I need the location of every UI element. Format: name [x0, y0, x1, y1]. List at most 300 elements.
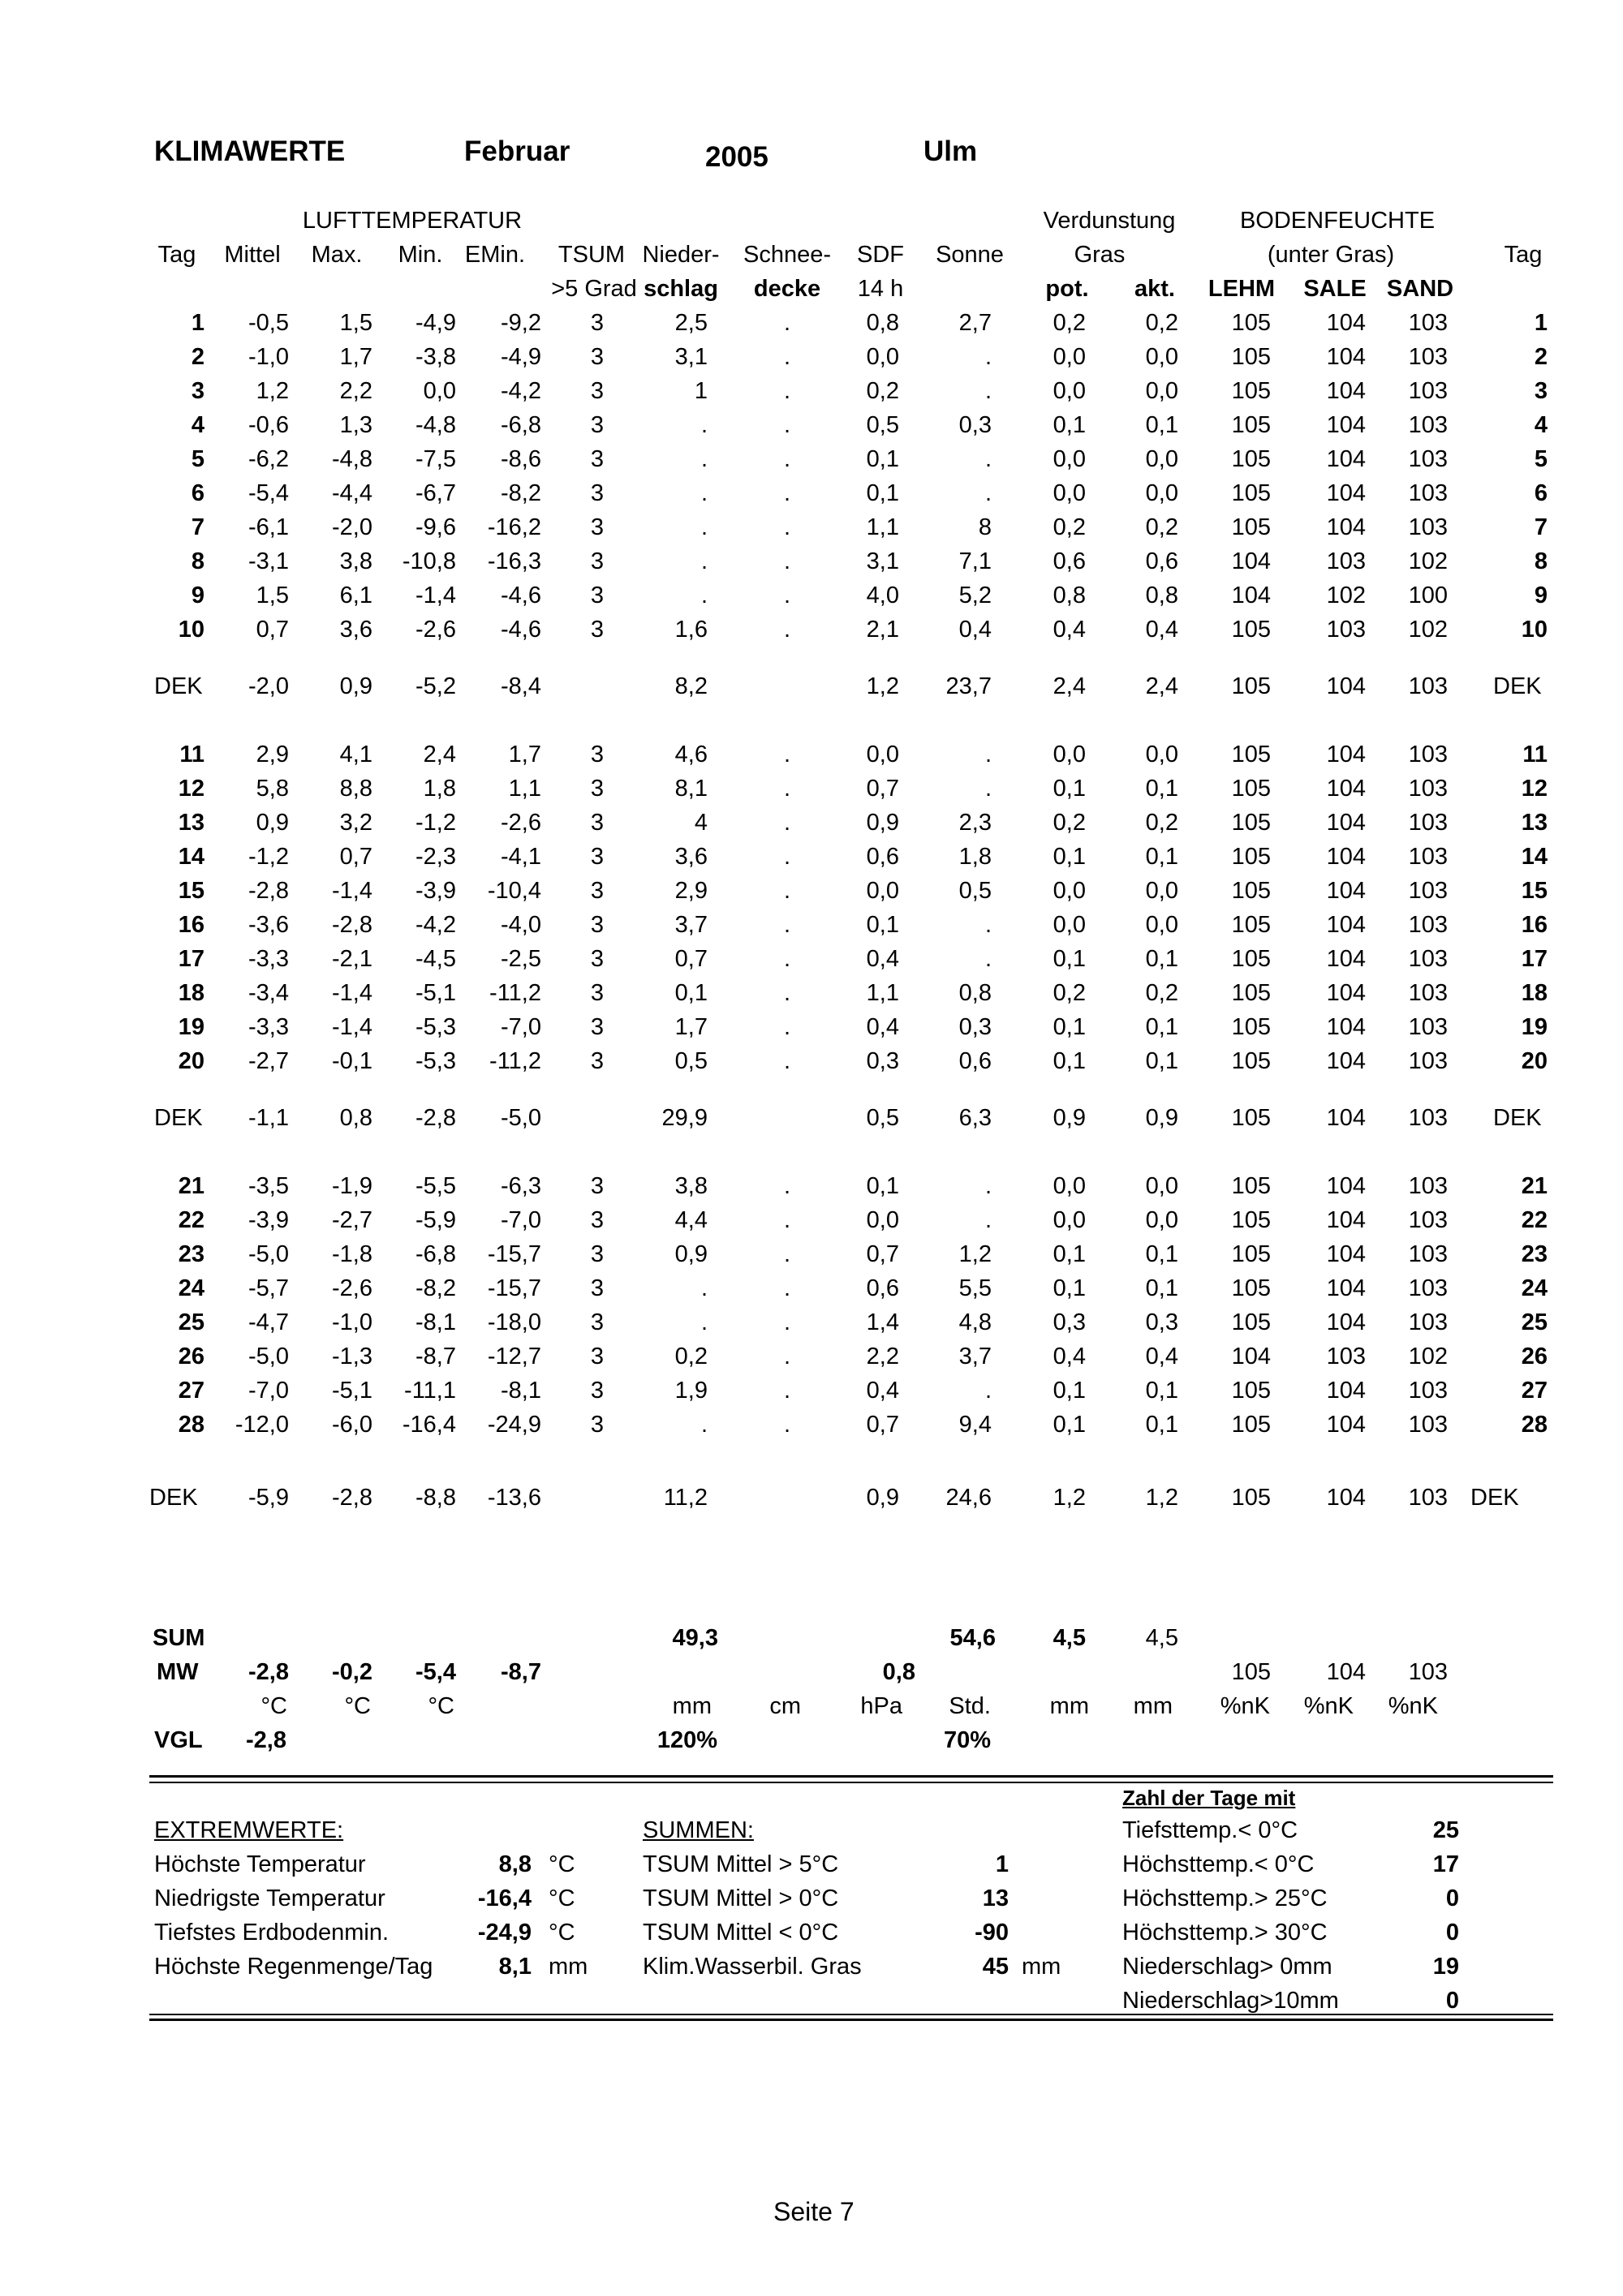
header-sand: SAND	[1386, 276, 1454, 302]
cell-akt: 0,0	[1145, 378, 1178, 404]
cell-tag-right: 14	[1521, 844, 1548, 870]
cell-max: -1,4	[332, 1014, 372, 1040]
cell-schnee: .	[783, 412, 791, 438]
cell-tsum: 3	[590, 378, 605, 404]
cell-sand: 100	[1408, 583, 1448, 608]
cell-max: -2,8	[332, 912, 372, 938]
header-pot: pot.	[1045, 276, 1089, 302]
cell-min: -10,8	[402, 548, 456, 574]
cell-sonne: 24,6	[945, 1485, 992, 1511]
cell-tag-right: 9	[1534, 583, 1548, 608]
cell-sale: 104	[1326, 480, 1366, 506]
cell-nieder: .	[700, 583, 708, 608]
cell-max: 6,1	[339, 583, 372, 608]
cell-tag: 20	[178, 1048, 204, 1074]
cell-sonne: 9,4	[958, 1412, 992, 1438]
cell-lehm: 105	[1231, 1378, 1271, 1404]
cell-pot: 0,1	[1053, 1048, 1086, 1074]
cell-emin: -24,9	[487, 1412, 541, 1438]
cell-max: -1,8	[332, 1241, 372, 1267]
cell-mittel: 0,9	[256, 810, 289, 836]
cell-tag-right: 5	[1534, 446, 1548, 472]
cell-akt: 0,1	[1145, 1275, 1178, 1301]
cell-mittel: 1,5	[256, 583, 289, 608]
cell-nieder: 1	[694, 378, 708, 404]
cell-tag-right: 13	[1521, 810, 1548, 836]
cell-sonne: .	[984, 742, 992, 767]
cell-tag-right: 11	[1522, 742, 1548, 767]
cell-lehm: 105	[1231, 1412, 1271, 1438]
cell-mittel: -5,0	[248, 1344, 289, 1369]
cell-min: -8,1	[415, 1309, 456, 1335]
cell-schnee: .	[783, 742, 791, 767]
cell-mittel: -1,1	[248, 1105, 289, 1131]
cell-pot: 0,2	[1053, 980, 1086, 1006]
cell-akt: 0,6	[1145, 548, 1178, 574]
cell-tag-right: 28	[1521, 1412, 1548, 1438]
extremwert-unit: °C	[549, 1920, 575, 1946]
cell-pot: 0,4	[1053, 1344, 1086, 1369]
cell-max: 0,8	[339, 1105, 372, 1131]
cell-sand: 103	[1408, 844, 1448, 870]
cell-akt: 0,1	[1145, 1378, 1178, 1404]
cell-tsum: 3	[590, 1048, 605, 1074]
cell-pot: 0,3	[1053, 1309, 1086, 1335]
cell-akt: 0,1	[1145, 412, 1178, 438]
extremwert-label: Niedrigste Temperatur	[154, 1885, 385, 1911]
cell-sale: 103	[1326, 617, 1366, 643]
cell-nieder: .	[700, 1309, 708, 1335]
cell-akt: 0,3	[1145, 1309, 1178, 1335]
cell-mittel: -7,0	[248, 1378, 289, 1404]
cell-min: -3,9	[415, 878, 456, 904]
cell-min: -16,4	[402, 1412, 456, 1438]
cell-mittel: -5,4	[248, 480, 289, 506]
cell-sdf: 0,7	[866, 1412, 899, 1438]
cell-akt: 0,1	[1145, 1412, 1178, 1438]
title-month: Februar	[464, 135, 570, 167]
header-schnee: Schnee-	[743, 242, 832, 268]
cell-tag-right: 26	[1521, 1344, 1548, 1369]
cell-mittel: -2,0	[248, 673, 289, 699]
cell-sale: 104	[1326, 1485, 1366, 1511]
cell-sdf: 2,1	[866, 617, 899, 643]
cell-max: -1,0	[332, 1309, 372, 1335]
cell-nieder: 0,7	[674, 946, 708, 972]
cell-emin: -15,7	[487, 1241, 541, 1267]
cell-lehm: 105	[1231, 742, 1271, 767]
cell-pot: 0,1	[1053, 776, 1086, 802]
cell-sand: 103	[1408, 1412, 1448, 1438]
cell-min: -8,2	[415, 1275, 456, 1301]
extremwert-unit: °C	[549, 1885, 575, 1911]
cell-tag: 7	[191, 514, 204, 540]
cell-tag-right: 2	[1534, 344, 1548, 370]
cell-pot: 0,0	[1053, 1207, 1086, 1233]
cell-tsum: 3	[590, 1412, 605, 1438]
cell-min: -5,2	[415, 673, 456, 699]
summe-value: 13	[982, 1885, 1009, 1911]
tage-label: Tiefsttemp.< 0°C	[1122, 1817, 1298, 1843]
cell-sand: 103	[1408, 1241, 1448, 1267]
cell-max: -2,7	[332, 1207, 372, 1233]
cell-tsum: 3	[590, 742, 605, 767]
header-max: Max.	[311, 242, 363, 268]
cell-tag: 15	[178, 878, 204, 904]
cell-pot: 0,0	[1053, 480, 1086, 506]
cell-nieder: 4,6	[674, 742, 708, 767]
cell-emin: -16,2	[487, 514, 541, 540]
cell-akt: 0,1	[1145, 1048, 1178, 1074]
unit-min: °C	[428, 1693, 454, 1719]
cell-mittel: -3,3	[248, 946, 289, 972]
cell-lehm: 105	[1231, 1173, 1271, 1199]
cell-min: -6,7	[415, 480, 456, 506]
unit-schnee: cm	[769, 1693, 801, 1719]
cell-schnee: .	[783, 1309, 791, 1335]
cell-schnee: .	[783, 1048, 791, 1074]
cell-sdf: 1,1	[866, 980, 899, 1006]
header-min: Min.	[398, 242, 443, 268]
header-schlag: schlag	[644, 276, 718, 302]
cell-sale: 104	[1326, 412, 1366, 438]
cell-mittel: -0,5	[248, 310, 289, 336]
cell-max: -5,1	[332, 1378, 372, 1404]
cell-tsum: 3	[590, 912, 605, 938]
sum-pot: 4,5	[1053, 1625, 1086, 1651]
cell-sdf: 0,0	[866, 742, 899, 767]
cell-nieder: 1,7	[674, 1014, 708, 1040]
mw-label: MW	[157, 1659, 199, 1685]
cell-emin: -8,1	[501, 1378, 541, 1404]
cell-pot: 0,1	[1053, 1241, 1086, 1267]
cell-tsum: 3	[590, 514, 605, 540]
summe-value: 1	[995, 1851, 1009, 1877]
cell-nieder: .	[700, 1275, 708, 1301]
cell-tag-right: 8	[1534, 548, 1548, 574]
cell-min: -11,1	[404, 1378, 456, 1404]
cell-max: 1,5	[339, 310, 372, 336]
cell-tag-right: 20	[1521, 1048, 1548, 1074]
summe-value: 45	[982, 1954, 1009, 1980]
cell-sonne: 4,8	[958, 1309, 992, 1335]
cell-min: -5,3	[415, 1014, 456, 1040]
cell-sonne: .	[984, 446, 992, 472]
cell-tag: 26	[178, 1344, 204, 1369]
cell-lehm: 105	[1231, 344, 1271, 370]
cell-emin: -18,0	[487, 1309, 541, 1335]
page-number: Seite 7	[773, 2197, 855, 2226]
cell-sale: 104	[1326, 776, 1366, 802]
cell-sdf: 1,1	[866, 514, 899, 540]
cell-tag: 13	[178, 810, 204, 836]
cell-schnee: .	[783, 378, 791, 404]
cell-sand: 103	[1408, 742, 1448, 767]
cell-tag-right: 17	[1521, 946, 1548, 972]
cell-sonne: 1,8	[958, 844, 992, 870]
cell-schnee: .	[783, 583, 791, 608]
cell-tsum: 3	[590, 878, 605, 904]
mw-mittel: -2,8	[248, 1659, 289, 1685]
cell-tag-right: 4	[1534, 412, 1548, 438]
cell-pot: 0,0	[1053, 878, 1086, 904]
cell-schnee: .	[783, 548, 791, 574]
cell-sale: 104	[1326, 1378, 1366, 1404]
cell-mittel: -3,1	[248, 548, 289, 574]
cell-sale: 104	[1326, 1309, 1366, 1335]
cell-sand: 103	[1408, 673, 1448, 699]
cell-tag-right: 21	[1521, 1173, 1548, 1199]
cell-nieder: .	[700, 480, 708, 506]
mw-sale: 104	[1326, 1659, 1366, 1685]
cell-tag: 3	[191, 378, 204, 404]
summe-unit: mm	[1022, 1954, 1061, 1980]
cell-sand: 103	[1408, 946, 1448, 972]
extremwert-value: 8,8	[498, 1851, 532, 1877]
cell-emin: -6,8	[501, 412, 541, 438]
mw-emin: -8,7	[501, 1659, 541, 1685]
cell-sdf: 0,0	[866, 1207, 899, 1233]
cell-lehm: 105	[1231, 480, 1271, 506]
cell-sdf: 0,5	[866, 1105, 899, 1131]
cell-sonne: 5,2	[958, 583, 992, 608]
cell-schnee: .	[783, 912, 791, 938]
cell-emin: -6,3	[501, 1173, 541, 1199]
cell-pot: 0,6	[1053, 548, 1086, 574]
cell-sand: 103	[1408, 1378, 1448, 1404]
header-sonne: Sonne	[936, 242, 1004, 268]
cell-sand: 103	[1408, 514, 1448, 540]
cell-lehm: 105	[1231, 980, 1271, 1006]
cell-schnee: .	[783, 1241, 791, 1267]
cell-sand: 103	[1408, 912, 1448, 938]
cell-mittel: 5,8	[256, 776, 289, 802]
cell-min: -7,5	[415, 446, 456, 472]
cell-schnee: .	[783, 1014, 791, 1040]
cell-sdf: 0,9	[866, 810, 899, 836]
unit-mittel: °C	[260, 1693, 287, 1719]
cell-sand: 103	[1408, 1207, 1448, 1233]
extremwert-label: Tiefstes Erdbodenmin.	[154, 1920, 390, 1946]
header-decke: decke	[753, 276, 821, 302]
cell-tag: DEK	[154, 673, 203, 699]
cell-sale: 104	[1326, 673, 1366, 699]
unit-sdf: hPa	[860, 1693, 902, 1719]
cell-tag: 16	[178, 912, 204, 938]
unit-sale: %nK	[1303, 1693, 1354, 1719]
cell-schnee: .	[783, 514, 791, 540]
cell-tag-right: 6	[1534, 480, 1548, 506]
cell-emin: -12,7	[487, 1344, 541, 1369]
mw-lehm: 105	[1231, 1659, 1271, 1685]
mw-min: -5,4	[415, 1659, 456, 1685]
cell-sonne: .	[984, 1173, 992, 1199]
cell-sdf: 0,8	[866, 310, 899, 336]
cell-sand: 103	[1408, 310, 1448, 336]
cell-pot: 0,0	[1053, 344, 1086, 370]
cell-sale: 103	[1326, 1344, 1366, 1369]
tage-value: 0	[1445, 1885, 1459, 1911]
cell-sdf: 0,7	[866, 776, 899, 802]
cell-akt: 0,1	[1145, 946, 1178, 972]
cell-tsum: 3	[590, 980, 605, 1006]
cell-sonne: 23,7	[945, 673, 992, 699]
cell-schnee: .	[783, 1344, 791, 1369]
cell-akt: 0,4	[1145, 617, 1178, 643]
cell-max: -1,4	[332, 878, 372, 904]
cell-max: -2,8	[332, 1485, 372, 1511]
cell-sdf: 1,4	[866, 1309, 899, 1335]
cell-sand: 102	[1408, 1344, 1448, 1369]
cell-sdf: 0,2	[866, 378, 899, 404]
cell-pot: 1,2	[1053, 1485, 1086, 1511]
divider-top-2	[149, 1782, 1553, 1783]
cell-akt: 0,0	[1145, 742, 1178, 767]
cell-tag: 25	[178, 1309, 204, 1335]
cell-akt: 0,2	[1145, 310, 1178, 336]
vgl-mittel: -2,8	[246, 1727, 286, 1753]
unit-lehm: %nK	[1220, 1693, 1270, 1719]
cell-lehm: 105	[1231, 412, 1271, 438]
cell-sonne: 7,1	[958, 548, 992, 574]
cell-nieder: 8,1	[674, 776, 708, 802]
cell-emin: -9,2	[501, 310, 541, 336]
cell-lehm: 105	[1231, 673, 1271, 699]
cell-lehm: 105	[1231, 946, 1271, 972]
cell-akt: 0,0	[1145, 344, 1178, 370]
sum-sonne: 54,6	[949, 1625, 996, 1651]
cell-emin: -8,6	[501, 446, 541, 472]
cell-sdf: 0,6	[866, 844, 899, 870]
cell-sale: 104	[1326, 514, 1366, 540]
cell-sonne: .	[984, 946, 992, 972]
tage-label: Höchsttemp.> 30°C	[1122, 1920, 1328, 1946]
sum-label: SUM	[153, 1625, 205, 1651]
cell-tag-right: 12	[1521, 776, 1548, 802]
cell-sonne: 6,3	[958, 1105, 992, 1131]
cell-emin: 1,7	[508, 742, 541, 767]
cell-nieder: 3,6	[674, 844, 708, 870]
cell-lehm: 105	[1231, 514, 1271, 540]
cell-mittel: -5,9	[248, 1485, 289, 1511]
cell-pot: 0,0	[1053, 446, 1086, 472]
cell-tag-right: DEK	[1493, 673, 1542, 699]
cell-mittel: -1,0	[248, 344, 289, 370]
cell-sdf: 4,0	[866, 583, 899, 608]
cell-tag: 18	[178, 980, 204, 1006]
cell-sand: 103	[1408, 1014, 1448, 1040]
cell-sand: 103	[1408, 446, 1448, 472]
cell-schnee: .	[783, 1207, 791, 1233]
cell-sale: 104	[1326, 878, 1366, 904]
cell-lehm: 105	[1231, 776, 1271, 802]
cell-akt: 1,2	[1145, 1485, 1178, 1511]
extremwert-unit: mm	[549, 1954, 588, 1980]
cell-emin: 1,1	[508, 776, 541, 802]
cell-max: 3,2	[339, 810, 372, 836]
cell-akt: 0,2	[1145, 810, 1178, 836]
cell-tag-right: 23	[1521, 1241, 1548, 1267]
cell-pot: 0,0	[1053, 912, 1086, 938]
cell-akt: 0,8	[1145, 583, 1178, 608]
cell-sonne: 0,4	[958, 617, 992, 643]
cell-nieder: 4	[694, 810, 708, 836]
cell-sale: 104	[1326, 912, 1366, 938]
cell-max: 3,8	[339, 548, 372, 574]
cell-sale: 104	[1326, 1105, 1366, 1131]
cell-schnee: .	[783, 446, 791, 472]
cell-nieder: .	[700, 412, 708, 438]
cell-emin: -4,6	[501, 583, 541, 608]
cell-sdf: 0,4	[866, 1014, 899, 1040]
cell-min: -3,8	[415, 344, 456, 370]
cell-sdf: 0,3	[866, 1048, 899, 1074]
cell-sale: 104	[1326, 310, 1366, 336]
cell-akt: 0,0	[1145, 1173, 1178, 1199]
cell-akt: 0,0	[1145, 878, 1178, 904]
cell-min: -8,7	[415, 1344, 456, 1369]
cell-sale: 104	[1326, 344, 1366, 370]
cell-tag: 12	[178, 776, 204, 802]
cell-sale: 104	[1326, 1241, 1366, 1267]
title-label: KLIMAWERTE	[154, 135, 346, 167]
cell-sonne: .	[984, 1378, 992, 1404]
header-lehm: LEHM	[1208, 276, 1276, 302]
cell-schnee: .	[783, 1412, 791, 1438]
extremwert-label: Höchste Regenmenge/Tag	[154, 1954, 433, 1980]
summe-label: TSUM Mittel > 0°C	[643, 1885, 839, 1911]
mw-max: -0,2	[332, 1659, 372, 1685]
cell-sand: 103	[1408, 1048, 1448, 1074]
cell-tag-right: 15	[1521, 878, 1548, 904]
cell-sale: 104	[1326, 1014, 1366, 1040]
cell-lehm: 105	[1231, 1048, 1271, 1074]
cell-nieder: 0,5	[674, 1048, 708, 1074]
cell-sand: 103	[1408, 1485, 1448, 1511]
header-nieder: Nieder-	[642, 242, 720, 268]
extremwert-unit: °C	[549, 1851, 575, 1877]
cell-pot: 0,0	[1053, 378, 1086, 404]
cell-sonne: 0,8	[958, 980, 992, 1006]
extremwert-label: Höchste Temperatur	[154, 1851, 366, 1877]
cell-sale: 104	[1326, 946, 1366, 972]
cell-tag: 2	[191, 344, 204, 370]
cell-min: -4,5	[415, 946, 456, 972]
extremwert-value: 8,1	[498, 1954, 532, 1980]
cell-schnee: .	[783, 1173, 791, 1199]
summe-value: -90	[975, 1920, 1009, 1946]
cell-schnee: .	[783, 310, 791, 336]
cell-sand: 103	[1408, 810, 1448, 836]
cell-pot: 0,1	[1053, 1378, 1086, 1404]
cell-tag: 10	[178, 617, 204, 643]
header-tag-right: Tag	[1504, 242, 1543, 268]
cell-nieder: 1,6	[674, 617, 708, 643]
cell-min: 2,4	[423, 742, 456, 767]
tage-heading: Zahl der Tage mit	[1122, 1786, 1296, 1810]
cell-nieder: 8,2	[674, 673, 708, 699]
cell-sale: 104	[1326, 446, 1366, 472]
cell-tsum: 3	[590, 412, 605, 438]
cell-min: -2,6	[415, 617, 456, 643]
cell-emin: -4,9	[501, 344, 541, 370]
cell-emin: -7,0	[501, 1207, 541, 1233]
cell-lehm: 105	[1231, 1241, 1271, 1267]
cell-pot: 0,1	[1053, 412, 1086, 438]
cell-sonne: 8	[978, 514, 992, 540]
header-grad: >5 Grad	[551, 276, 637, 302]
cell-sale: 104	[1326, 1275, 1366, 1301]
